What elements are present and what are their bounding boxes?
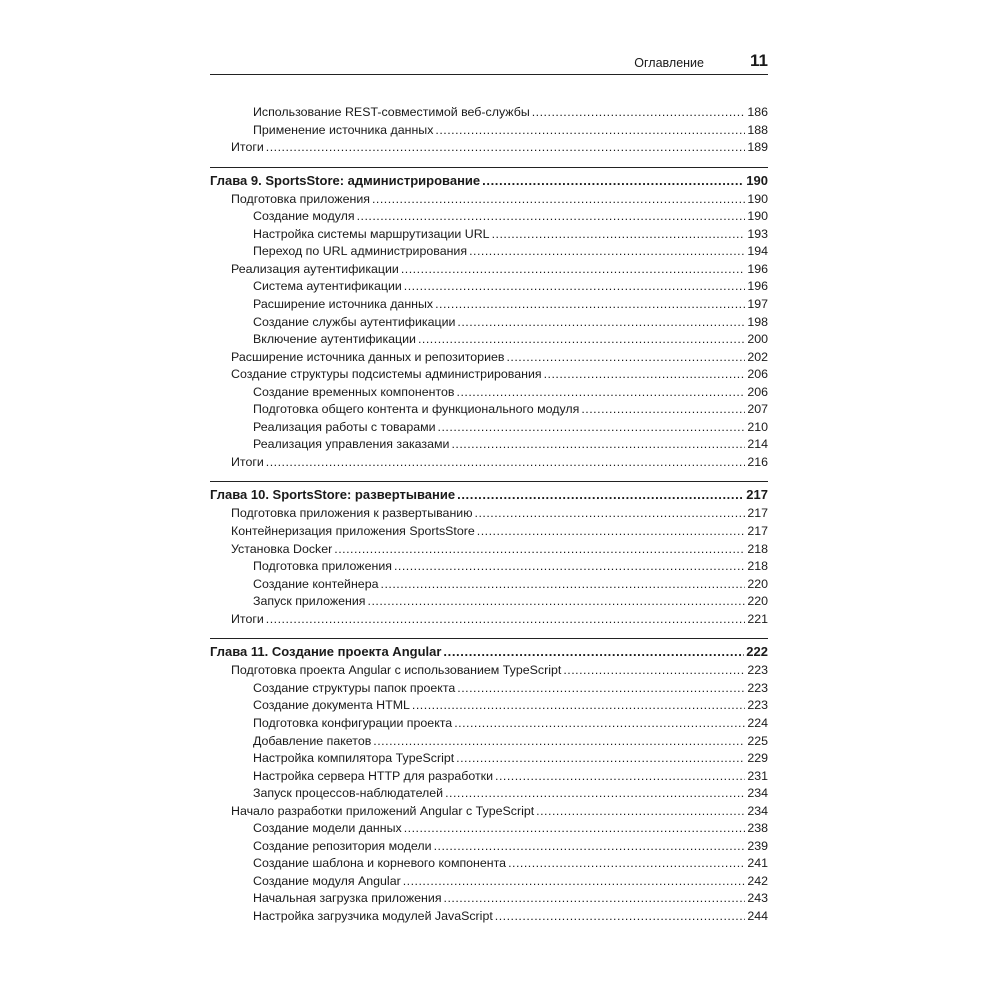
leader-dots xyxy=(482,171,744,191)
entry-page-number: 190 xyxy=(747,191,768,206)
leader-dots xyxy=(544,366,746,383)
entry-page-number: 216 xyxy=(747,454,768,469)
toc-entry[interactable] xyxy=(0,278,768,295)
toc-entry[interactable] xyxy=(0,401,768,418)
entry-title: Запуск процессов-наблюдателей xyxy=(253,786,444,801)
entry-title: Переход по URL администрирования xyxy=(253,244,468,259)
entry-title: Создание модели данных xyxy=(253,821,402,836)
entry-page-number: 202 xyxy=(747,349,768,364)
toc-entry[interactable] xyxy=(0,820,768,837)
entry-title: Подготовка приложения к развертыванию xyxy=(231,506,473,521)
toc-entry[interactable] xyxy=(0,384,768,401)
page-number: 11 xyxy=(750,51,768,70)
toc-entry[interactable] xyxy=(0,785,768,802)
entry-title: Расширение источника данных и репозиториев xyxy=(231,349,505,364)
entry-title: Итоги xyxy=(231,611,264,626)
leader-dots xyxy=(536,803,745,820)
entry-title: Запуск приложения xyxy=(253,594,366,609)
entry-title: Подготовка конфигурации проекта xyxy=(253,715,453,730)
toc-entry[interactable] xyxy=(0,226,768,243)
entry-page-number: 239 xyxy=(747,838,768,853)
entry-title: Создание временных компонентов xyxy=(253,384,455,399)
toc-entry[interactable] xyxy=(0,873,768,890)
toc-entry[interactable] xyxy=(0,261,768,278)
leader-dots xyxy=(457,485,744,505)
leader-dots xyxy=(404,278,746,295)
entry-page-number: 234 xyxy=(747,803,768,818)
header-rule xyxy=(210,74,768,75)
entry-title: Подготовка проекта Angular с использованием TypeScript xyxy=(231,663,562,678)
leader-dots xyxy=(372,191,745,208)
entry-title: Создание службы аутентификации xyxy=(253,314,456,329)
entry-page-number: 217 xyxy=(746,487,768,503)
entry-page-number: 244 xyxy=(747,909,768,923)
entry-title: Добавление пакетов xyxy=(253,733,372,748)
entry-page-number: 188 xyxy=(747,122,768,137)
leader-dots xyxy=(457,384,746,401)
entry-title: Начальная загрузка приложения xyxy=(253,891,442,906)
toc-entry[interactable] xyxy=(0,908,768,925)
leader-dots xyxy=(445,785,745,802)
leader-dots xyxy=(434,838,746,855)
leader-dots xyxy=(404,820,746,837)
leader-dots xyxy=(418,331,745,348)
entry-page-number: 242 xyxy=(747,873,768,888)
entry-page-number: 241 xyxy=(747,856,768,871)
toc-entry[interactable] xyxy=(0,662,768,679)
leader-dots xyxy=(435,122,745,139)
entry-page-number: 206 xyxy=(747,367,768,382)
toc-entry[interactable] xyxy=(0,139,768,156)
toc-entry[interactable] xyxy=(0,331,768,348)
entry-title: Применение источника данных xyxy=(253,122,434,137)
chapter-entry[interactable] xyxy=(0,485,768,505)
entry-page-number: 234 xyxy=(747,786,768,801)
entry-title: Подготовка общего контента и функционального модуля xyxy=(253,402,580,417)
leader-dots xyxy=(495,768,745,785)
entry-title: Настройка системы маршрутизации URL xyxy=(253,226,490,241)
entry-page-number: 238 xyxy=(747,821,768,836)
entry-page-number: 186 xyxy=(747,105,768,119)
entry-page-number: 196 xyxy=(747,279,768,294)
chapter-entry[interactable] xyxy=(0,642,768,662)
entry-title: Реализация аутентификации xyxy=(231,261,399,276)
toc-entry[interactable] xyxy=(0,243,768,260)
entry-title: Включение аутентификации xyxy=(253,332,416,347)
toc-entry[interactable] xyxy=(0,890,768,907)
entry-title: Система аутентификации xyxy=(253,279,402,294)
toc-entry[interactable] xyxy=(0,454,768,471)
entry-title: Создание структуры подсистемы администрирования xyxy=(231,367,542,382)
leader-dots xyxy=(438,419,746,436)
entry-title: Установка Docker xyxy=(231,541,333,556)
toc-entry[interactable] xyxy=(0,838,768,855)
toc-entry[interactable] xyxy=(0,191,768,208)
entry-page-number: 218 xyxy=(747,541,768,556)
leader-dots xyxy=(444,890,746,907)
entry-page-number: 210 xyxy=(747,419,768,434)
entry-title: Глава 11. Создание проекта Angular xyxy=(210,644,442,660)
leader-dots xyxy=(403,873,746,890)
entry-page-number: 223 xyxy=(747,698,768,713)
leader-dots xyxy=(381,576,746,593)
toc-entry[interactable] xyxy=(0,855,768,872)
entry-title: Настройка компилятора TypeScript xyxy=(253,751,455,766)
entry-title: Глава 9. SportsStore: администрирование xyxy=(210,172,481,188)
entry-page-number: 196 xyxy=(747,261,768,276)
entry-title: Подготовка приложения xyxy=(231,191,370,206)
toc-entry[interactable] xyxy=(0,750,768,767)
leader-dots xyxy=(477,523,746,540)
leader-dots xyxy=(443,642,744,662)
leader-dots xyxy=(266,139,746,156)
toc-entry[interactable] xyxy=(0,314,768,331)
leader-dots xyxy=(435,296,745,313)
entry-page-number: 206 xyxy=(747,384,768,399)
toc-entry[interactable] xyxy=(0,803,768,820)
entry-title: Создание документа HTML xyxy=(253,698,410,713)
entry-title: Настройка сервера HTTP для разработки xyxy=(253,768,493,783)
toc-entry[interactable] xyxy=(0,104,768,121)
entry-page-number: 197 xyxy=(747,296,768,311)
entry-page-number: 200 xyxy=(747,332,768,347)
entry-page-number: 221 xyxy=(747,611,768,626)
entry-title: Создание модуля Angular xyxy=(253,873,401,888)
leader-dots xyxy=(457,680,745,697)
toc-entry[interactable] xyxy=(0,122,768,139)
leader-dots xyxy=(334,541,745,558)
toc-entry[interactable] xyxy=(0,680,768,697)
toc-entry[interactable] xyxy=(0,523,768,540)
leader-dots xyxy=(373,733,745,750)
leader-dots xyxy=(495,908,746,925)
leader-dots xyxy=(492,226,746,243)
toc-entry[interactable] xyxy=(0,611,768,628)
entry-page-number: 198 xyxy=(747,314,768,329)
chapter-rule xyxy=(210,167,768,168)
entry-title: Контейнеризация приложения SportsStore xyxy=(231,524,475,538)
entry-page-number: 222 xyxy=(746,644,768,660)
entry-page-number: 229 xyxy=(747,751,768,766)
leader-dots xyxy=(394,558,745,575)
toc-entry[interactable] xyxy=(0,733,768,750)
toc-entry[interactable] xyxy=(0,715,768,732)
entry-title: Настройка загрузчика модулей JavaScript xyxy=(253,909,493,923)
toc-entry[interactable] xyxy=(0,768,768,785)
toc-entry[interactable] xyxy=(0,208,768,225)
entry-title: Реализация управления заказами xyxy=(253,437,450,452)
entry-page-number: 217 xyxy=(747,524,768,538)
entry-title: Итоги xyxy=(231,140,264,155)
leader-dots xyxy=(475,505,746,522)
toc-entry[interactable] xyxy=(0,349,768,366)
toc-entry[interactable] xyxy=(0,593,768,610)
leader-dots xyxy=(412,697,745,714)
running-header xyxy=(210,50,768,74)
leader-dots xyxy=(581,401,745,418)
toc-entry[interactable] xyxy=(0,505,768,522)
entry-page-number: 225 xyxy=(747,733,768,748)
leader-dots xyxy=(266,611,746,628)
leader-dots xyxy=(266,454,746,471)
toc-entry[interactable] xyxy=(0,541,768,558)
entry-page-number: 223 xyxy=(747,663,768,678)
leader-dots xyxy=(506,349,745,366)
toc-entry[interactable] xyxy=(0,697,768,714)
entry-title: Глава 10. SportsStore: развертывание xyxy=(210,487,456,503)
leader-dots xyxy=(532,104,746,121)
leader-dots xyxy=(456,750,745,767)
entry-title: Создание структуры папок проекта xyxy=(253,680,456,695)
entry-page-number: 231 xyxy=(747,768,768,783)
entry-page-number: 214 xyxy=(747,437,768,452)
toc-entry[interactable] xyxy=(0,576,768,593)
entry-title: Создание шаблона и корневого компонента xyxy=(253,856,507,871)
leader-dots xyxy=(368,593,746,610)
entry-page-number: 189 xyxy=(747,140,768,155)
entry-page-number: 217 xyxy=(747,506,768,521)
entry-title: Использование REST-совместимой веб-службы xyxy=(253,105,530,119)
entry-title: Реализация работы с товарами xyxy=(253,419,436,434)
toc-entry[interactable] xyxy=(0,366,768,383)
toc-entry[interactable] xyxy=(0,419,768,436)
leader-dots xyxy=(563,662,745,679)
toc-entry[interactable] xyxy=(0,436,768,453)
entry-title: Создание репозитория модели xyxy=(253,838,432,853)
chapter-rule xyxy=(210,481,768,482)
leader-dots xyxy=(401,261,745,278)
leader-dots xyxy=(469,243,745,260)
entry-page-number: 223 xyxy=(747,680,768,695)
toc-entry[interactable] xyxy=(0,296,768,313)
leader-dots xyxy=(357,208,746,225)
entry-title: Создание контейнера xyxy=(253,576,379,591)
toc-entry[interactable] xyxy=(0,558,768,575)
leader-dots xyxy=(508,855,745,872)
entry-page-number: 193 xyxy=(747,226,768,241)
entry-title: Итоги xyxy=(231,454,264,469)
chapter-rule xyxy=(210,638,768,639)
entry-page-number: 190 xyxy=(747,209,768,224)
leader-dots xyxy=(454,715,745,732)
leader-dots xyxy=(451,436,745,453)
leader-dots xyxy=(457,314,745,331)
entry-title: Создание модуля xyxy=(253,209,355,224)
entry-page-number: 220 xyxy=(747,576,768,591)
entry-page-number: 207 xyxy=(747,402,768,417)
entry-page-number: 218 xyxy=(747,559,768,574)
entry-title: Подготовка приложения xyxy=(253,559,392,574)
entry-page-number: 224 xyxy=(747,715,768,730)
entry-page-number: 190 xyxy=(746,172,768,188)
entry-page-number: 220 xyxy=(747,594,768,609)
entry-page-number: 243 xyxy=(747,891,768,906)
entry-title: Начало разработки приложений Angular с TypeScript xyxy=(231,803,535,818)
entry-title: Расширение источника данных xyxy=(253,296,434,311)
chapter-entry[interactable] xyxy=(0,171,768,191)
section-title: Оглавление xyxy=(634,56,704,70)
entry-page-number: 194 xyxy=(747,244,768,259)
